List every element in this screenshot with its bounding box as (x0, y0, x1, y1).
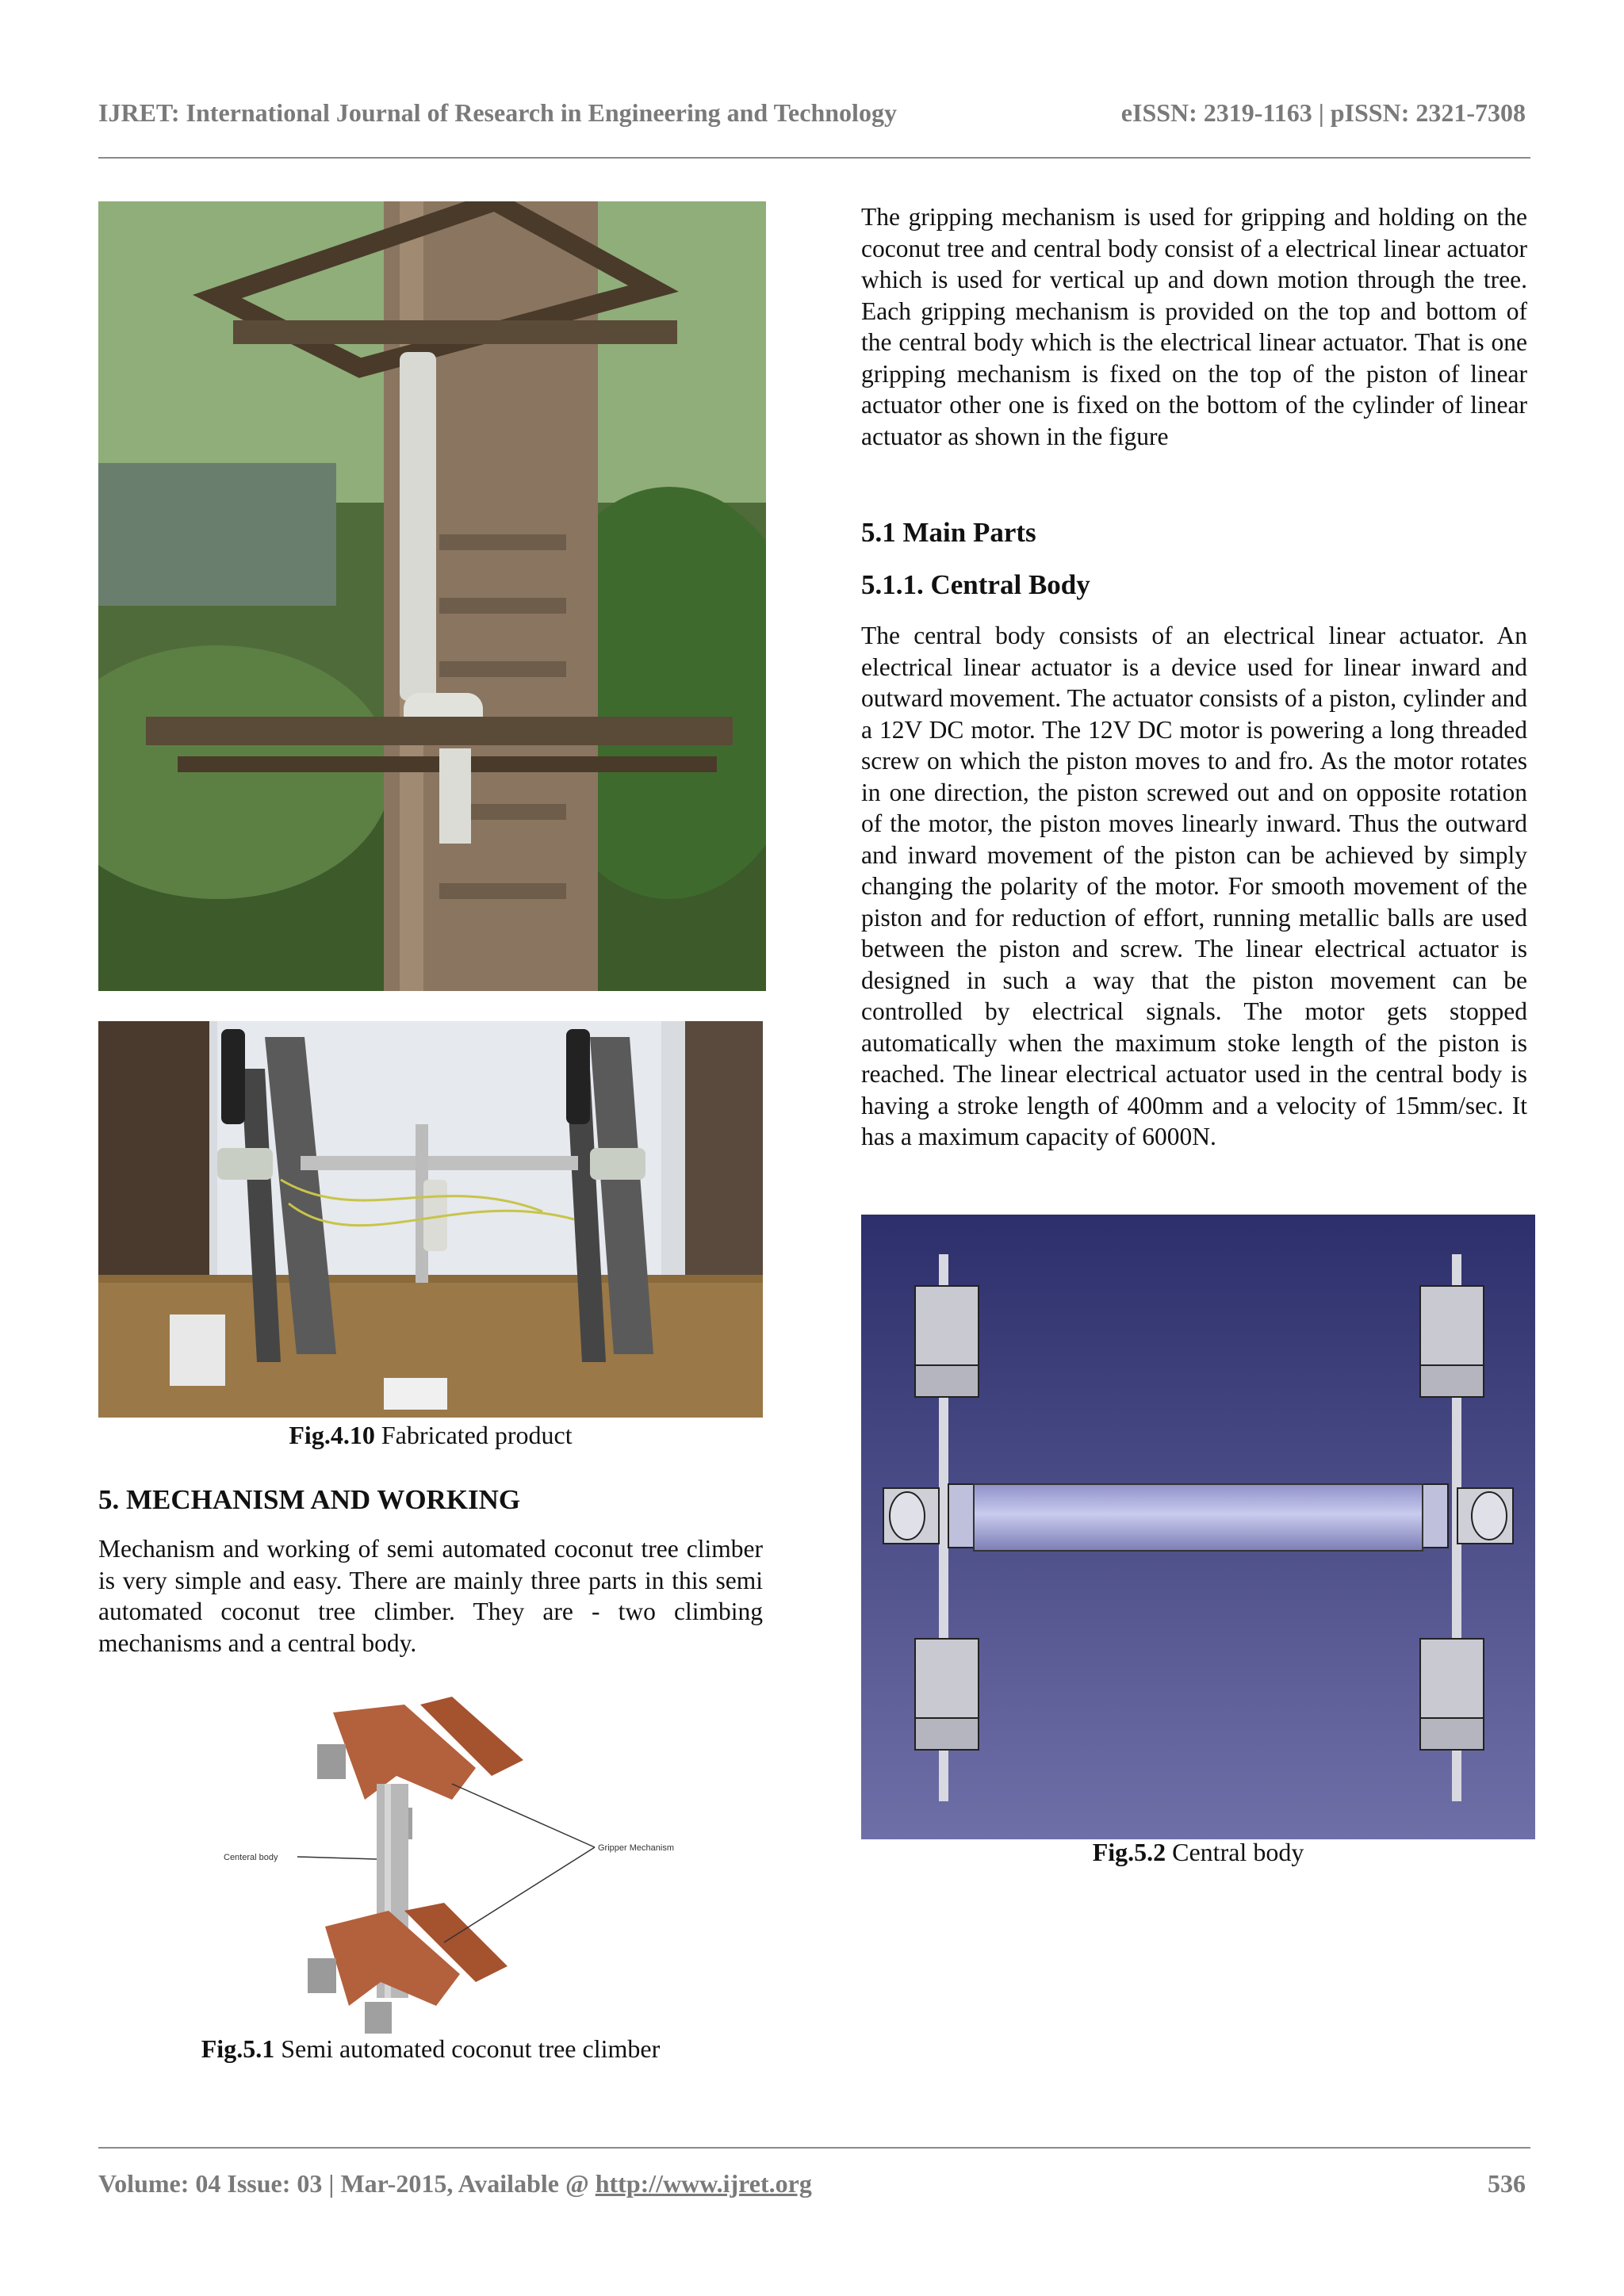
label-central-body: Centeral body (224, 1853, 278, 1862)
issn: eISSN: 2319-1163 | pISSN: 2321-7308 (1120, 98, 1526, 127)
central-body-render-image (861, 1215, 1535, 1839)
caption-fig-4-10-text: Fabricated product (374, 1421, 573, 1449)
central-body-paragraph: The central body consists of an electrical linear actuator. An electrical linear actuator is a device used for linear inward and outward movement. The actuator consists of a piston, cylinder and a 12V DC motor. The 12V DC motor is powering a long threaded screw on which the piston moves to and fro. As the motor rotates in one direction, the piston screwed out and on opposite rotation of the motor, the piston moves linearly inward. Thus the outward and inward movement of the piston can be achieved by simply changing the polarity of the motor. For smooth movement of the piston and for reduction of effort, running metallic balls are used between the piston and screw. The linear electrical actuator is designed in such a way that the piston movement can be controlled by electrical signals. The motor gets stopped automatically when the maximum stoke length of the piston is reached. The linear electrical actuator used in the central body is having a stroke length of 400mm and a velocity of 15mm/sec. It has a maximum capacity of 6000N. (861, 622, 1527, 1150)
figure-5-1-diagram (214, 1689, 706, 2038)
section-heading: 5. MECHANISM AND WORKING (98, 1484, 521, 1515)
page-footer (98, 2169, 1526, 2198)
photo-climber-on-tree (98, 201, 766, 991)
figure-5-2-render (861, 1215, 1535, 1839)
photo-fabricated-product (98, 1021, 763, 1418)
caption-fig-5-1 (98, 2034, 763, 2064)
subheading-central-body: 5.1.1. Central Body (861, 569, 1090, 600)
caption-fig-5-2-text: Central body (1166, 1838, 1304, 1866)
photo-product-image (98, 1021, 763, 1418)
journal-title: IJRET: International Journal of Research in Engineering and Technology (98, 98, 897, 127)
caption-fig-4-10-number: Fig.4.10 (289, 1421, 375, 1449)
page-header (98, 98, 1526, 128)
caption-fig-5-2-number: Fig.5.2 (1092, 1838, 1166, 1866)
footer-rule (98, 2147, 1530, 2149)
intro-paragraph: The gripping mechanism is used for gripping and holding on the coconut tree and central body consist of a electrical linear actuator which is used for vertical up and down motion through the tree. Each gripping mechanism is provided on the top and bottom of the central body which is the electrical linear actuator. That is one gripping mechanism is fixed on the top of the piston of linear actuator other one is fixed on the bottom of the cylinder of linear actuator as shown in the figure (861, 203, 1527, 450)
caption-fig-5-1-number: Fig.5.1 (201, 2034, 275, 2063)
climber-cad-image (214, 1689, 706, 2038)
subheading-main-parts: 5.1 Main Parts (861, 517, 1036, 548)
caption-fig-5-2 (861, 1838, 1535, 1867)
caption-fig-4-10 (98, 1421, 763, 1450)
section-paragraph: Mechanism and working of semi automated coconut tree climber is very simple and easy. There are mainly three parts in this semi automated coconut tree climber. They are - two climbing mechanisms and a central body. (98, 1535, 763, 1657)
label-gripper-mechanism: Gripper Mechanism (598, 1843, 674, 1853)
caption-fig-5-1-text: Semi automated coconut tree climber (274, 2034, 661, 2063)
header-rule (98, 157, 1530, 159)
page-number: 536 (1488, 2169, 1526, 2198)
footer-link[interactable]: http://www.ijret.org (595, 2169, 812, 2198)
footer-volume: Volume: 04 Issue: 03 | Mar-2015, Available @ (98, 2169, 596, 2198)
photo-tree-image (98, 201, 766, 991)
